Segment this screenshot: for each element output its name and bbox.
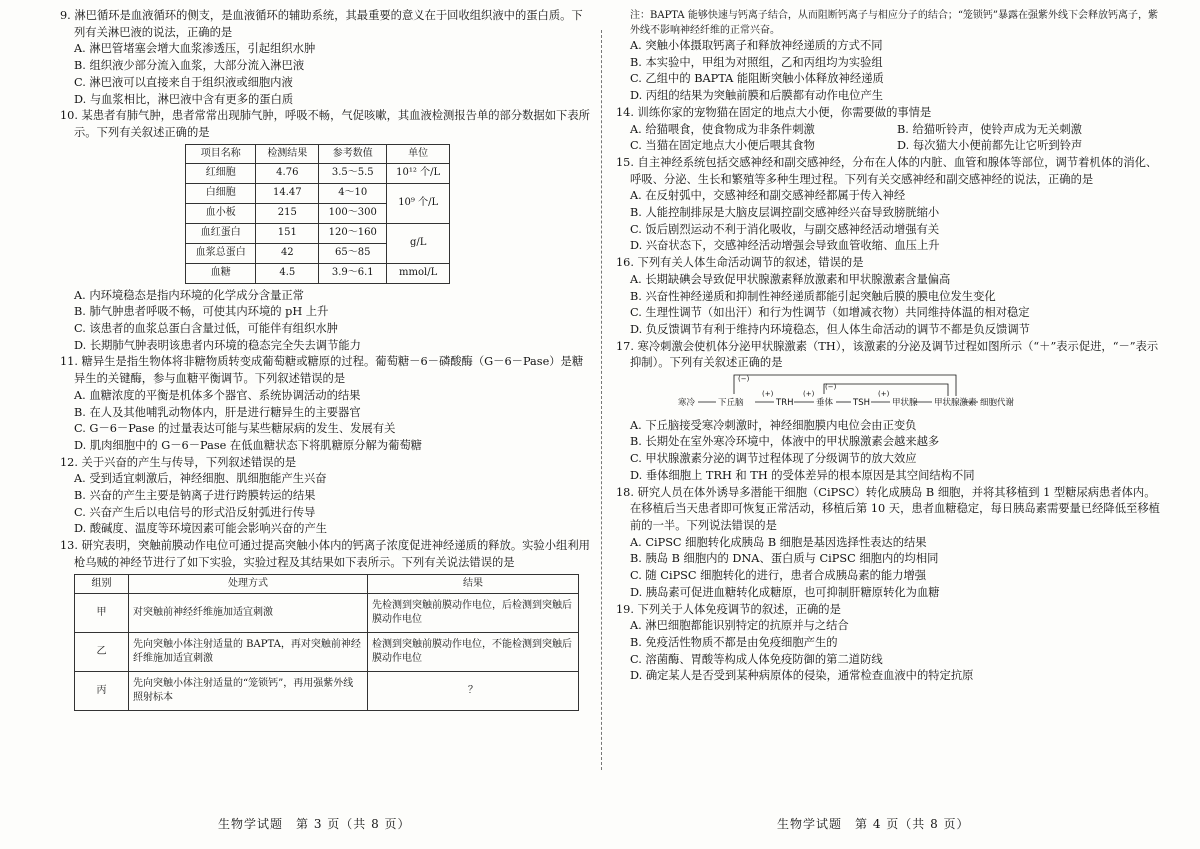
table-header: 处理方式: [129, 574, 368, 593]
table-header: 参考数值: [319, 144, 387, 163]
option-d: D. 肌肉细胞中的 G－6－Pase 在低血糖状态下将肌糖原分解为葡萄糖: [74, 438, 422, 452]
node-tsh: TSH: [853, 398, 870, 409]
option-b: B. 胰岛 B 细胞内的 DNA、蛋白质与 CiPSC 细胞内的均相同: [630, 552, 939, 566]
table-cell: 10¹² 个/L: [387, 163, 450, 183]
option-a: A. 在反射弧中，交感神经和副交感神经都属于传入神经: [630, 189, 906, 203]
table-cell: 3.9～6.1: [319, 263, 387, 283]
right-page: [616, 8, 1164, 685]
table-cell: 检测到突触前膜动作电位，不能检测到突触后膜动作电位: [368, 632, 579, 671]
node-thyroid: 甲状腺: [892, 398, 918, 409]
table-header: 单位: [387, 144, 450, 163]
table-row: [186, 223, 450, 243]
question-stem: 11. 糖异生是指生物体将非糖物质转变成葡萄糖或糖原的过程。葡萄糖－6－磷酸酶（G－6－Pase）是糖异生的关键酶，参与血糖平衡调节。下列叙述错误的是: [60, 355, 584, 386]
label-plus: (+): [803, 390, 815, 399]
question-12: [60, 455, 590, 539]
question-14: [616, 105, 1164, 155]
question-stem: 13. 研究表明，突触前膜动作电位可通过提高突触小体内的钙离子浓度促进神经递质的释放。实验小组利用枪乌贼的神经节进行了如下实验，实验过程及其结果如下表所示。下列有关说法错误的是: [60, 539, 590, 569]
option-c: C. G－6－Pase 的过量表达可能与某些糖尿病的发生、发展有关: [74, 422, 396, 436]
thyroid-regulation-diagram: [676, 372, 1026, 412]
option-c: C. 饭后剧烈运动不利于消化吸收，与副交感神经活动增强有关: [630, 222, 940, 236]
table-note: 注：BAPTA 能够快速与钙离子结合，从而阻断钙离子与相应分子的结合；“笼锁钙”暴露在强紫外线下会释放钙离子，紫外线不影响神经纤维的正常兴奋。: [630, 10, 1159, 36]
table-cell: 血小板: [186, 203, 256, 223]
table-row: [186, 263, 450, 283]
table-cell: 120～160: [319, 223, 387, 243]
node-trh: TRH: [776, 398, 794, 409]
node-pituitary: 垂体: [816, 398, 834, 409]
label-minus: (−): [738, 375, 750, 384]
table-row: [75, 671, 579, 710]
table-cell: 白细胞: [186, 183, 256, 203]
table-cell: 先检测到突触前膜动作电位，后检测到突触后膜动作电位: [368, 593, 579, 632]
question-stem: 14. 训练你家的宠物猫在固定的地点大小便，你需要做的事情是: [616, 105, 932, 119]
table-cell: 血红蛋白: [186, 223, 256, 243]
question-stem: 9. 淋巴循环是血液循环的侧支，是血液循环的辅助系统，其最重要的意义在于回收组织液中的蛋白质。下列有关淋巴液的说法，正确的是: [60, 9, 583, 39]
question-17: [616, 339, 1164, 485]
table-cell: 血浆总蛋白: [186, 243, 256, 263]
option-c: C. 随 CiPSC 细胞转化的进行，患者合成胰岛素的能力增强: [630, 569, 927, 583]
table-cell: 65～85: [319, 243, 387, 263]
option-a: A. 内环境稳态是指内环境的化学成分含量正常: [74, 288, 304, 302]
option-c: C. 甲状腺激素分泌的调节过程体现了分级调节的放大效应: [630, 452, 917, 466]
option-c: C. 溶菌酶、胃酸等构成人体免疫防御的第二道防线: [630, 652, 883, 666]
option-d: D. 长期肺气肿表明该患者内环境的稳态完全失去调节能力: [74, 338, 361, 352]
option-c: C. 当猫在固定地点大小便后喂其食物: [630, 139, 815, 153]
node-th: 甲状腺激素: [934, 398, 977, 409]
option-b: B. 给猫听铃声，使铃声成为无关刺激: [897, 122, 1082, 136]
option-c: C. 淋巴液可以直接来自于组织液或细胞内液: [74, 75, 293, 89]
question-stem: 10. 某患者有肺气肿，患者常常出现肺气肿，呼吸不畅，气促咳嗽，其血液检测报告单的部分数据如下表所示。下列有关叙述正确的是: [60, 109, 590, 139]
table-cell: 4.5: [256, 263, 319, 283]
option-c: C. 乙组中的 BAPTA 能阻断突触小体释放神经递质: [630, 72, 884, 86]
table-cell: 3.5～5.5: [319, 163, 387, 183]
table-cell: 215: [256, 203, 319, 223]
question-15: [616, 155, 1164, 255]
option-a: A. 淋巴细胞都能识别特定的抗原并与之结合: [630, 619, 849, 633]
option-a: A. 给猫喂食，使食物成为非条件刺激: [630, 122, 815, 136]
option-d: D. 胰岛素可促进血糖转化成糖原，也可抑制肝糖原转化为血糖: [630, 585, 940, 599]
question-stem: 15. 自主神经系统包括交感神经和副交感神经，分布在人体的内脏、血管和腺体等部位，调节着机体的消化、呼吸、分泌、生长和繁殖等多种生理过程。下列有关交感神经和副交感神经的说法，正确的是: [616, 155, 1158, 186]
table-header: 项目名称: [186, 144, 256, 163]
blood-test-table: [185, 144, 450, 284]
experiment-table: [74, 574, 579, 711]
option-d: D. 兴奋状态下，交感神经活动增强会导致血管收缩、血压上升: [630, 239, 940, 253]
table-cell: 151: [256, 223, 319, 243]
option-a: A. CiPSC 细胞转化成胰岛 B 细胞是基因选择性表达的结果: [630, 535, 927, 549]
option-a: A. 突触小体摄取钙离子和释放神经递质的方式不同: [630, 39, 883, 52]
option-b: B. 兴奋性神经递质和抑制性神经递质都能引起突触后膜的膜电位发生变化: [630, 289, 996, 303]
label-plus: (+): [762, 390, 774, 399]
page-footer-right: 生物学试题 第 4 页（共 8 页）: [777, 817, 970, 831]
table-cell: 红细胞: [186, 163, 256, 183]
option-d: D. 与血浆相比，淋巴液中含有更多的蛋白质: [74, 92, 294, 106]
node-hypothalamus: 下丘脑: [718, 398, 744, 409]
question-stem: 16. 下列有关人体生命活动调节的叙述，错误的是: [616, 256, 864, 270]
option-b: B. 长期处在室外寒冷环境中，体液中的甲状腺激素会越来越多: [630, 435, 940, 449]
option-c: C. 兴奋产生后以电信号的形式沿反射弧进行传导: [74, 505, 316, 519]
option-d: D. 丙组的结果为突触前膜和后膜都有动作电位产生: [630, 89, 884, 103]
option-b: B. 兴奋的产生主要是钠离子进行跨膜转运的结果: [74, 489, 316, 503]
question-stem: 19. 下列关于人体免疫调节的叙述，正确的是: [616, 602, 841, 616]
page-divider: [601, 30, 602, 770]
label-plus: (+): [878, 390, 890, 399]
label-minus: (−): [825, 383, 837, 392]
table-header: 检测结果: [256, 144, 319, 163]
question-13: [60, 538, 590, 710]
option-c: C. 该患者的血浆总蛋白含量过低，可能伴有组织水肿: [74, 322, 338, 336]
table-row: [75, 593, 579, 632]
left-page: [60, 8, 590, 713]
node-cold: 寒冷: [678, 398, 696, 409]
node-metabolism: 细胞代谢: [980, 398, 1015, 409]
table-cell: ？: [368, 671, 579, 710]
option-d: D. 负反馈调节有利于维持内环境稳态，但人体生命活动的调节不都是负反馈调节: [630, 322, 1030, 336]
table-cell: 4～10: [319, 183, 387, 203]
option-a: A. 长期缺碘会导致促甲状腺激素释放激素和甲状腺激素含量偏高: [630, 272, 951, 286]
option-d: D. 确定某人是否受到某种病原体的侵染，通常检查血液中的特定抗原: [630, 669, 974, 683]
table-header-row: [75, 574, 579, 593]
table-row: [75, 632, 579, 671]
table-cell: g/L: [387, 223, 450, 263]
option-row: [616, 122, 1164, 139]
option-b: B. 在人及其他哺乳动物体内，肝是进行糖异生的主要器官: [74, 405, 361, 419]
table-cell: 先向突触小体注射适量的 BAPTA，再对突触前神经纤维施加适宜刺激: [129, 632, 368, 671]
table-cell: 10⁹ 个/L: [387, 183, 450, 223]
table-cell: 100～300: [319, 203, 387, 223]
table-cell: 42: [256, 243, 319, 263]
question-9: [60, 8, 590, 108]
page-footer-left: 生物学试题 第 3 页（共 8 页）: [218, 817, 411, 831]
option-c: C. 生理性调节（如出汗）和行为性调节（如增减衣物）共同维持体温的相对稳定: [630, 306, 1030, 320]
table-cell: 血糖: [186, 263, 256, 283]
question-stem: 18. 研究人员在体外诱导多潜能干细胞（CiPSC）转化成胰岛 B 细胞，并将其移植到 1 型糖尿病患者体内。在移植后当天患者即可恢复正常活动，移植后第 10 天，患者血糖稳定，每日胰岛素需要量已经降低至移植前的一半。下列说法错误的是: [616, 485, 1160, 532]
question-stem: 12. 关于兴奋的产生与传导，下列叙述错误的是: [60, 455, 297, 469]
question-19: [616, 602, 1164, 686]
table-row: [186, 163, 450, 183]
question-13-continued: [616, 8, 1164, 105]
option-b: B. 组织液少部分流入血浆，大部分流入淋巴液: [74, 59, 305, 73]
table-cell: 丙: [75, 671, 129, 710]
table-cell: 乙: [75, 632, 129, 671]
option-a: A. 血糖浓度的平衡是机体多个器官、系统协调活动的结果: [74, 388, 361, 402]
option-a: A. 受到适宜刺激后，神经细胞、肌细胞能产生兴奋: [74, 472, 327, 486]
question-16: [616, 255, 1164, 339]
option-row: [616, 138, 1164, 155]
table-cell: mmol/L: [387, 263, 450, 283]
table-cell: 甲: [75, 593, 129, 632]
option-d: D. 每次猫大小便前都先让它听到铃声: [897, 139, 1083, 153]
option-d: D. 垂体细胞上 TRH 和 TH 的受体差异的根本原因是其空间结构不同: [630, 468, 975, 482]
table-cell: 4.76: [256, 163, 319, 183]
table-row: [186, 183, 450, 203]
option-b: B. 免疫活性物质不都是由免疫细胞产生的: [630, 635, 838, 649]
question-stem: 17. 寒冷刺激会使机体分泌甲状腺激素（TH），该激素的分泌及调节过程如图所示（“＋”表示促进，“－”表示抑制）。下列有关叙述正确的是: [616, 339, 1159, 370]
option-b: B. 肺气肿患者呼吸不畅，可使其内环境的 pH 上升: [74, 305, 329, 319]
option-b: B. 本实验中，甲组为对照组，乙和丙组均为实验组: [630, 55, 883, 69]
table-header-row: [186, 144, 450, 163]
table-header: 组别: [75, 574, 129, 593]
question-10: [60, 108, 590, 354]
question-11: [60, 354, 590, 454]
option-d: D. 酸碱度、温度等环境因素可能会影响兴奋的产生: [74, 522, 328, 536]
option-b: B. 人能控制排尿是大脑皮层调控副交感神经兴奋导致膀胱缩小: [630, 206, 940, 220]
question-18: [616, 485, 1164, 602]
table-cell: 对突触前神经纤维施加适宜刺激: [129, 593, 368, 632]
table-cell: 14.47: [256, 183, 319, 203]
table-header: 结果: [368, 574, 579, 593]
table-cell: 先向突触小体注射适量的“笼锁钙”，再用强紫外线照射标本: [129, 671, 368, 710]
option-a: A. 淋巴管堵塞会增大血浆渗透压，引起组织水肿: [74, 42, 316, 56]
option-a: A. 下丘脑接受寒冷刺激时，神经细胞膜内电位会由正变负: [630, 418, 917, 432]
